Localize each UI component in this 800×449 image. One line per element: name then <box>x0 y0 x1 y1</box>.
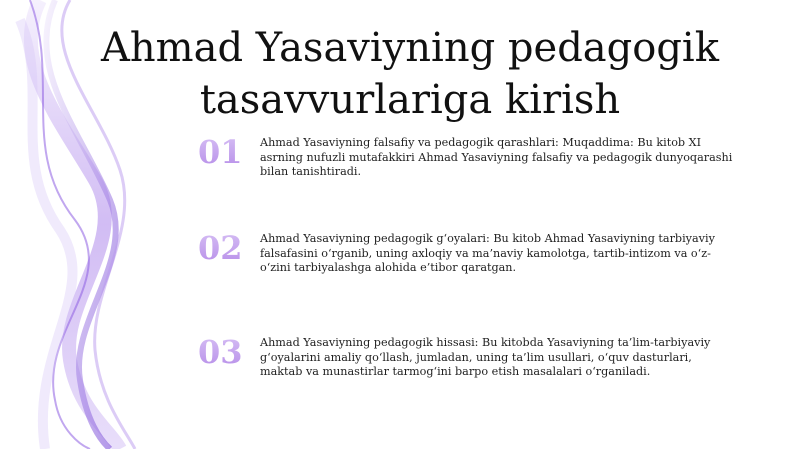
item-number: 03 <box>198 332 258 372</box>
item-number: 02 <box>198 228 258 268</box>
list-item-01 <box>198 133 758 216</box>
item-text: Ahmad Yasaviyning pedagogik g‘oyalari: Bu kitob Ahmad Yasaviyning tarbiyaviy falsafasini o‘rganib, uning axloqiy va ma’naviy kamolotga, tartib-intizom va o‘z-o‘zini tarbiyalashga alohida e’tibor qaratgan. <box>260 232 715 274</box>
item-text: Ahmad Yasaviyning falsafiy va pedagogik qarashlari: Muqaddima: Bu kitob XI asrning nufuzli mutafakkiri Ahmad Yasaviyning falsafiy va pedagogik dunyoqarashi bilan tanishtiradi. <box>260 136 733 178</box>
item-number: 01 <box>198 132 258 172</box>
item-text: Ahmad Yasaviyning pedagogik hissasi: Bu kitobda Yasaviyning ta’lim-tarbiyaviy g‘oyalarini amaliy qo‘llash, jumladan, uning ta’lim usullari, o‘quv dasturlari, maktab va munastirlar tarmog‘ini barpo etish masalalari o‘rganiladi. <box>260 336 711 378</box>
title-line-2: tasavvurlariga kirish <box>199 77 621 123</box>
list-item-03 <box>198 333 758 416</box>
slide-title <box>40 22 780 126</box>
title-line-1: Ahmad Yasaviyning pedagogik <box>101 25 719 71</box>
list-item-02 <box>198 229 758 312</box>
